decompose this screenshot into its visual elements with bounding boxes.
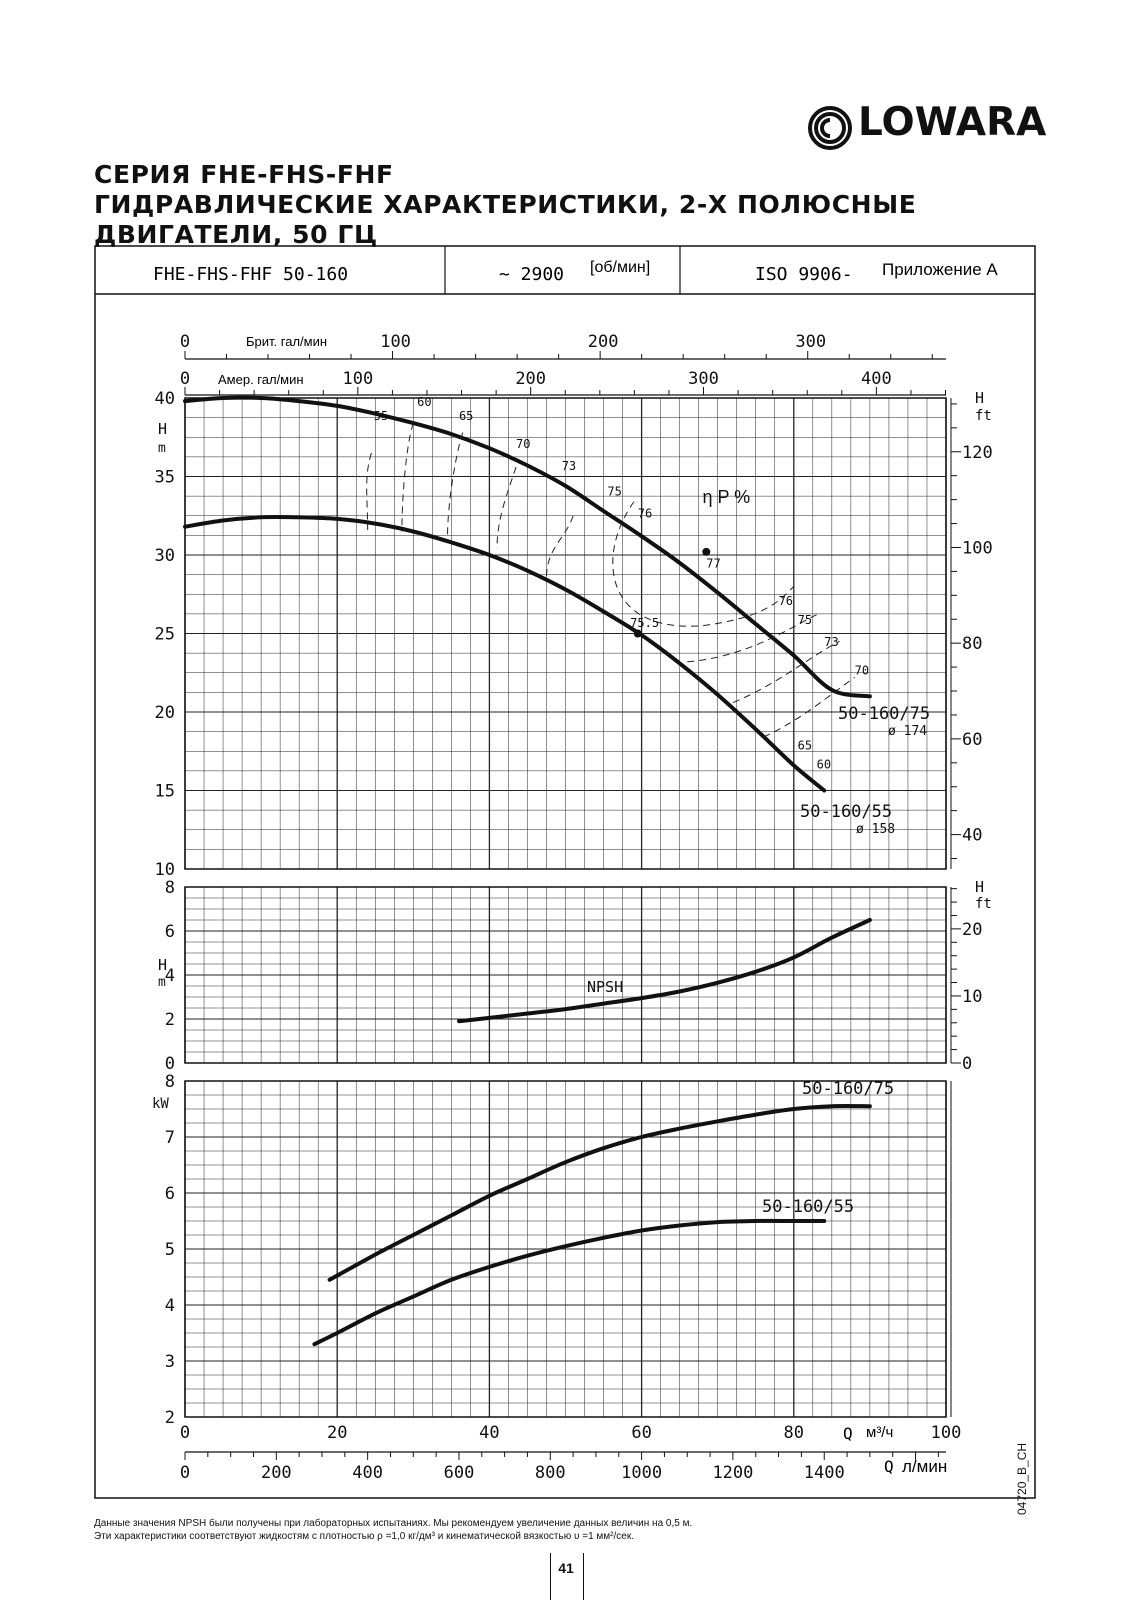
x-tick-label-m3h: 20 xyxy=(326,1423,348,1443)
y-tick-label-head: 40 xyxy=(154,389,175,409)
ft-tick-label-npsh: 20 xyxy=(962,919,983,940)
header-standard: ISO 9906- xyxy=(755,264,853,285)
efficiency-label: 77 xyxy=(706,556,721,571)
y-tick-label-power: 8 xyxy=(164,1072,175,1092)
x-tick-label-lmin: 1400 xyxy=(803,1463,845,1483)
y-axis-label-head-m: m xyxy=(158,441,166,456)
y-axis-label-npsh-m: m xyxy=(158,975,166,990)
title-line-1: СЕРИЯ FHE-FHS-FHF xyxy=(94,160,394,189)
footnote-line-1: Данные значения NPSH были получены при лабораторных испытаниях. Мы рекомендуем увеличение данных величин на 0,5 м. xyxy=(94,1518,693,1529)
npsh-curve xyxy=(459,920,870,1021)
us-tick-label: 100 xyxy=(342,369,374,389)
us-tick-label: 400 xyxy=(861,369,892,389)
ft-tick-label-npsh: 0 xyxy=(962,1054,973,1074)
brit-tick-label: 200 xyxy=(587,332,619,352)
ft-tick-label-head: 100 xyxy=(962,538,993,559)
brit-tick-label: 0 xyxy=(179,332,191,352)
series-label-head-75: 50-160/75 xyxy=(838,704,931,724)
ft-tick-label-head: 60 xyxy=(962,729,983,750)
y-tick-label-head: 10 xyxy=(154,860,175,880)
y-tick-label-head: 35 xyxy=(154,467,175,488)
x-axis-unit-m3h: м³/ч xyxy=(866,1424,894,1441)
y-axis-label-head-h: H xyxy=(158,420,168,438)
efficiency-isoline-left xyxy=(546,516,573,579)
x-tick-label-m3h: 0 xyxy=(179,1423,191,1443)
efficiency-label: 76 xyxy=(778,594,794,609)
series-label-power-55: 50-160/55 xyxy=(762,1197,855,1217)
y-axis-label-power: kW xyxy=(152,1096,169,1112)
x-axis-unit-lmin: л/мин xyxy=(902,1457,948,1476)
top-axis-amer-label: Амер. гал/мин xyxy=(218,372,304,387)
efficiency-label: 70 xyxy=(854,663,870,678)
x-tick-label-m3h: 40 xyxy=(479,1423,500,1443)
header-speed-unit: [об/мин] xyxy=(590,259,651,276)
drawing-code: 04720_B_CH xyxy=(1015,1442,1029,1515)
x-tick-label-m3h: 100 xyxy=(930,1423,962,1443)
efficiency-label: 55 xyxy=(373,408,389,423)
bep-dot xyxy=(702,548,710,556)
page-number: 41 xyxy=(558,1560,574,1576)
x-tick-label-lmin: 600 xyxy=(443,1463,475,1483)
us-tick-label: 300 xyxy=(688,369,719,389)
series-diameter-head-55: ø 158 xyxy=(856,822,896,837)
brand-name: LOWARA xyxy=(858,100,1047,145)
efficiency-isoline-left xyxy=(497,467,516,549)
brit-tick-label: 100 xyxy=(380,332,411,352)
x-tick-label-lmin: 0 xyxy=(179,1463,191,1483)
y-tick-label-power: 6 xyxy=(164,1184,175,1204)
y-tick-label-power: 3 xyxy=(164,1352,175,1372)
chart-frame xyxy=(95,246,1035,1498)
x-tick-label-lmin: 400 xyxy=(352,1463,383,1483)
y-tick-label-npsh: 8 xyxy=(164,878,175,898)
efficiency-label: 70 xyxy=(516,437,531,452)
efficiency-label: 73 xyxy=(561,459,577,474)
brit-tick-label: 300 xyxy=(795,332,827,352)
title-line-2: ГИДРАВЛИЧЕСКИЕ ХАРАКТЕРИСТИКИ, 2-Х ПОЛЮСНЫЕ xyxy=(94,190,917,219)
efficiency-isoline-left xyxy=(402,423,413,531)
top-axis-brit-label: Брит. гал/мин xyxy=(246,334,328,349)
us-tick-label: 200 xyxy=(515,369,547,389)
y-axis-label-npsh-h: H xyxy=(158,956,168,974)
ft-tick-label-head: 80 xyxy=(962,634,983,655)
ft-axis-label-head-ft: ft xyxy=(975,408,992,424)
efficiency-isoline-left xyxy=(448,433,463,537)
series-label-npsh: NPSH xyxy=(587,978,624,996)
y-tick-label-power: 7 xyxy=(164,1128,175,1148)
y-tick-label-head: 30 xyxy=(154,546,175,566)
y-tick-label-power: 2 xyxy=(164,1408,175,1428)
bep-dot-lower xyxy=(634,630,642,638)
efficiency-label: 60 xyxy=(417,394,432,409)
x-tick-label-lmin: 800 xyxy=(534,1463,566,1483)
footnote-line-2: Эти характеристики соответствуют жидкостям с плотностью ρ =1,0 кг/дм³ и кинематической вязкостью υ =1 мм²/сек. xyxy=(94,1531,634,1542)
series-label-head-55: 50-160/55 xyxy=(800,802,893,822)
y-tick-label-head: 25 xyxy=(154,624,175,645)
ft-tick-label-head: 40 xyxy=(962,825,983,846)
x-tick-label-m3h: 60 xyxy=(631,1423,652,1443)
ft-axis-label-head-h: H xyxy=(975,389,985,407)
head-curve-50-160-55 xyxy=(185,517,824,790)
x-tick-label-lmin: 1200 xyxy=(712,1463,754,1483)
ft-tick-label-head: 120 xyxy=(962,442,993,463)
y-tick-label-npsh: 2 xyxy=(164,1010,175,1030)
y-tick-label-power: 5 xyxy=(164,1240,175,1260)
npsh-grid xyxy=(185,887,951,1063)
y-tick-label-npsh: 6 xyxy=(164,922,175,942)
power-curve-50-160-55 xyxy=(314,1221,824,1344)
y-tick-label-npsh: 4 xyxy=(164,966,175,986)
power-grid xyxy=(185,1081,951,1417)
us-tick-label: 0 xyxy=(179,369,191,389)
efficiency-isoline-left xyxy=(367,453,372,530)
efficiency-label: 75 xyxy=(797,613,813,628)
ft-axis-label-npsh-h: H xyxy=(975,878,985,896)
efficiency-label-lower: 65 xyxy=(797,738,813,753)
ft-tick-label-npsh: 10 xyxy=(962,986,983,1007)
x-axis-q-m3h: Q xyxy=(843,1424,853,1443)
efficiency-label: 76 xyxy=(637,506,653,521)
header-speed: ~ 2900 xyxy=(499,264,565,285)
footnote xyxy=(94,1517,692,1543)
efficiency-label-lower: 75.5 xyxy=(630,616,660,631)
efficiency-symbol-label: η P % xyxy=(702,487,751,508)
y-tick-label-head: 20 xyxy=(154,703,175,723)
ft-axis-label-npsh-ft: ft xyxy=(975,896,992,912)
y-tick-label-head: 15 xyxy=(154,781,175,802)
efficiency-label: 65 xyxy=(458,408,474,423)
efficiency-label: 73 xyxy=(824,635,839,650)
header-annex: Приложение А xyxy=(882,260,998,279)
series-label-power-75: 50-160/75 xyxy=(802,1079,895,1099)
x-tick-label-lmin: 1000 xyxy=(621,1463,663,1483)
series-diameter-head-75: ø 174 xyxy=(888,724,928,739)
y-tick-label-power: 4 xyxy=(164,1296,175,1316)
header-model: FHE-FHS-FHF 50-160 xyxy=(153,264,349,285)
x-axis-q-lmin: Q xyxy=(884,1457,894,1476)
x-tick-label-m3h: 80 xyxy=(783,1423,805,1443)
y-tick-label-npsh: 0 xyxy=(164,1054,175,1074)
efficiency-label: 75 xyxy=(607,484,622,499)
x-tick-label-lmin: 200 xyxy=(260,1463,292,1483)
efficiency-label-lower: 60 xyxy=(816,757,832,772)
title-line-3: ДВИГАТЕЛИ, 50 ГЦ xyxy=(94,220,378,249)
